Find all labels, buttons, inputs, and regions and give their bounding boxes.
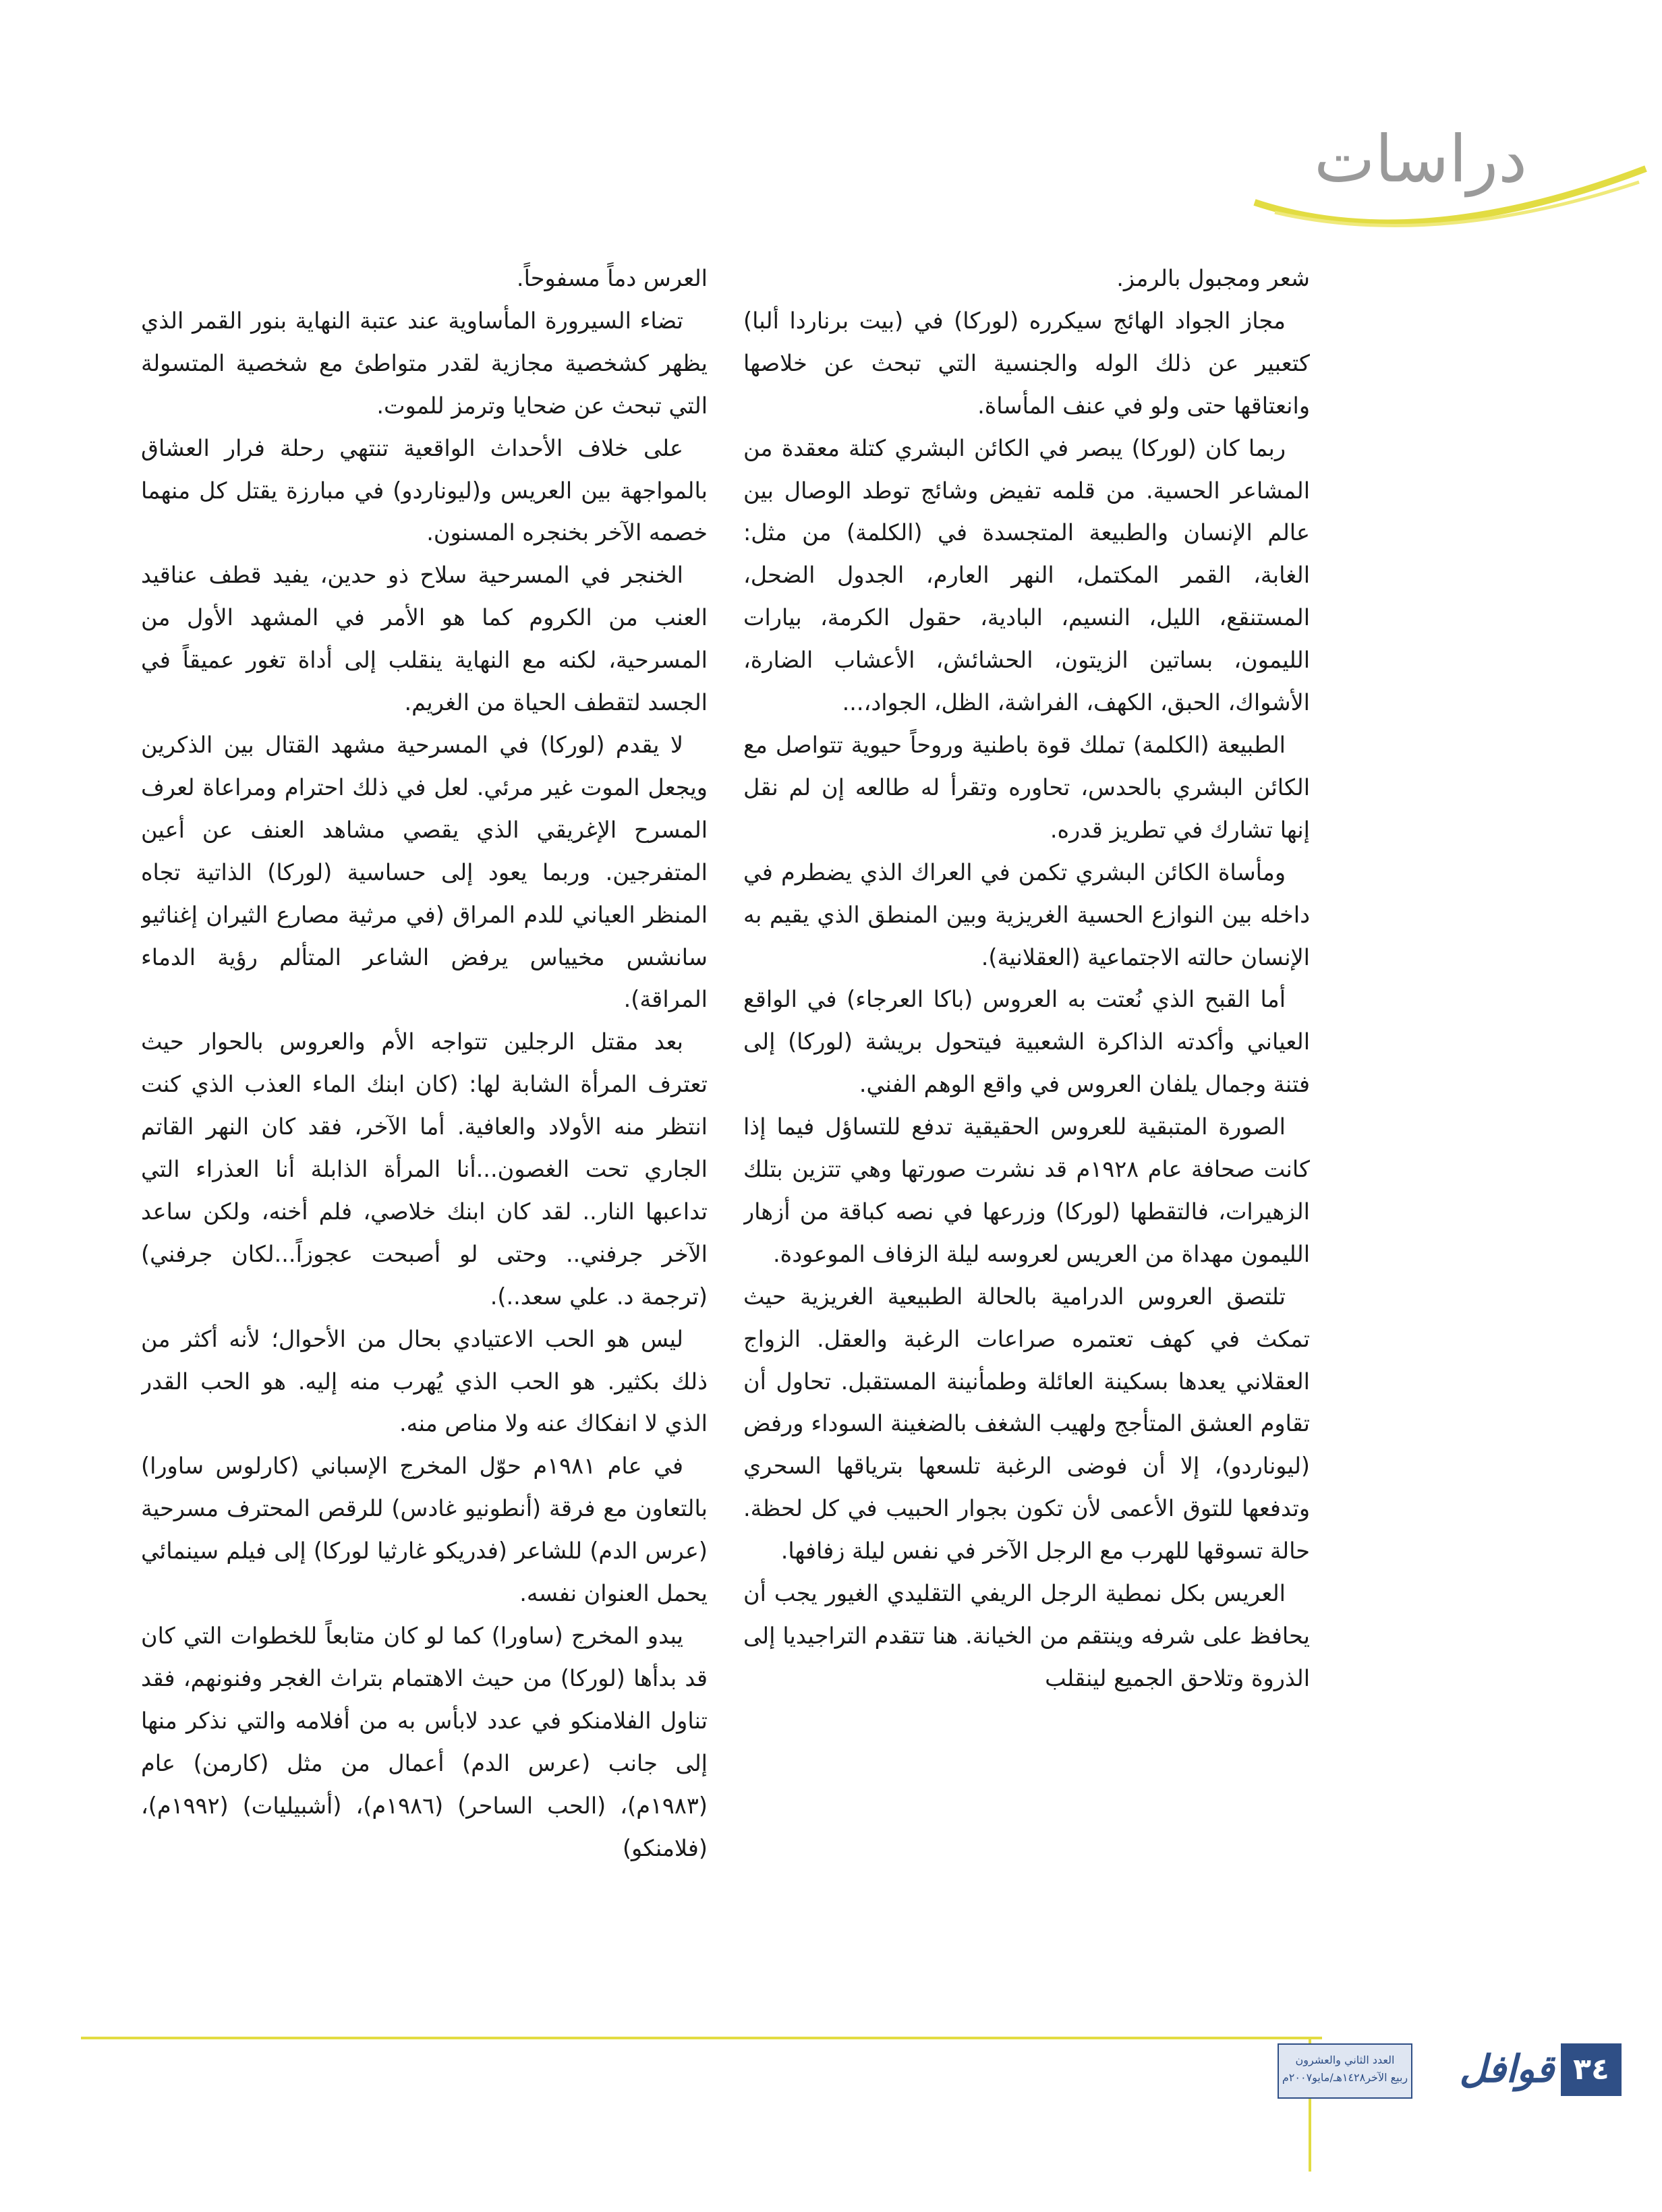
paragraph: يبدو المخرج (ساورا) كما لو كان متابعاً للخطوات التي كان قد بدأها (لوركا) من حيث الاهتمام بتراث الغجر وفنونهم، فقد تناول الفلامنكو في عدد لابأس به من أفلامه والتي نذكر منها إلى جانب (عرس الدم) أعمال من مثل (كارمن) عام (١٩٨٣م)، (الحب الساحر) (١٩٨٦م)، (أشبيليات) (١٩٩٢م)، (فلامنكو) [141,1623,708,1861]
paragraph: الطبيعة (الكلمة) تملك قوة باطنية وروحاً حيوية تتواصل مع الكائن البشري بالحدس، تحاوره وتقرأ له طالعه إن لم نقل إنها تشارك في تطريز قدره. [743,731,1310,843]
article-column-right [743,258,1310,2025]
section-title: دراسات [1314,121,1527,197]
paragraph: الصورة المتبقية للعروس الحقيقية تدفع للتساؤل فيما إذا كانت صحافة عام ١٩٢٨م قد نشرت صورتها وهي تتزين بتلك الزهيرات، فالتقطها (لوركا) وزرعها في نصه كباقة من أزهار الليمون مهداة من العريس لعروسه ليلة الزفاف الموعودة. [743,1113,1310,1267]
paragraph: العريس بكل نمطية الرجل الريفي التقليدي الغيور يجب أن يحافظ على شرفه وينتقم من الخيانة. هنا تتقدم التراجيديا إلى الذروة وتلاحق الجميع لينقلب [743,1580,1310,1691]
paragraph: على خلاف الأحداث الواقعية تنتهي رحلة فرار العشاق بالمواجهة بين العريس و(ليوناردو) في مبارزة يقتل كل منهما خصمه الآخر بخنجره المسنون. [141,434,708,546]
page-number: ٣٤ [1561,2043,1622,2096]
magazine-logo: قوافل [1459,2047,1554,2091]
paragraph: تضاء السيرورة المأساوية عند عتبة النهاية بنور القمر الذي يظهر كشخصية مجازية لقدر متواطئ مع شخصية المتسولة التي تبحث عن ضحايا وترمز للموت. [141,307,708,419]
article-column-left [141,258,708,2025]
paragraph: مجاز الجواد الهائج سيكرره (لوركا) في (بيت برناردا ألبا) كتعبير عن ذلك الوله والجنسية التي تبحث عن خلاصها وانعتاقها حتى ولو في عنف المأساة. [743,307,1310,419]
issue-number: العدد الثاني والعشرون [1295,2054,1395,2066]
footer-rule [81,2037,1322,2039]
header-swoosh [1248,155,1653,256]
paragraph: ربما كان (لوركا) يبصر في الكائن البشري كتلة معقدة من المشاعر الحسية. من قلمه تفيض وشائج توطد الوصال بين عالم الإنسان والطبيعة المتجسدة في (الكلمة) من مثل: الغابة، القمر المكتمل، النهر العارم، الجدول الضحل، المستنقع، الليل، النسيم، البادية، حقول الكرمة، بيارات الليمون، بساتين الزيتون، الحشائش، الأعشاب الضارة، الأشواك، الحبق، الكهف، الفراشة، الظل، الجواد،... [743,434,1310,716]
paragraph: أما القبح الذي نُعتت به العروس (باكا العرجاء) في الواقع العياني وأكدته الذاكرة الشعبية فيتحول بريشة (لوركا) إلى فتنة وجمال يلفان العروس في واقع الوهم الفني. [743,986,1310,1098]
issue-date: ربيع الآخر١٤٢٨هـ/مايو٢٠٠٧م [1282,2071,1408,2084]
issue-info [1278,2043,1412,2099]
paragraph: العرس دماً مسفوحاً. [516,265,708,291]
paragraph: الخنجر في المسرحية سلاح ذو حدين، يفيد قطف عناقيد العنب من الكروم كما هو الأمر في المشهد الأول من المسرحية، لكنه مع النهاية ينقلب إلى أداة تغور عميقاً في الجسد لتقطف الحياة من الغريم. [141,562,708,716]
paragraph: ومأساة الكائن البشري تكمن في العراك الذي يضطرم في داخله بين النوازع الحسية الغريزية وبين المنطق الذي يقيم به الإنسان حالته الاجتماعية (العقلانية). [743,858,1310,970]
paragraph: شعر ومجبول بالرمز. [1116,265,1310,291]
paragraph: بعد مقتل الرجلين تتواجه الأم والعروس بالحوار حيث تعترف المرأة الشابة لها: (كان ابنك الماء العذب الذي كنت انتظر منه الأولاد والعافية. أما الآخر، فقد كان النهر القاتم الجاري تحت الغصون...أنا المرأة الذابلة أنا العذراء التي تداعبها النار.. لقد كان ابنك خلاصي، فلم أخنه، ولكن ساعد الآخر جرفني.. وحتى لو أصبحت عجوزاً...لكان جرفني) (ترجمة د. علي سعد..). [141,1028,708,1310]
paragraph: ليس هو الحب الاعتيادي بحال من الأحوال؛ لأنه أكثر من ذلك بكثير. هو الحب الذي يُهرب منه إليه. هو الحب القدر الذي لا انفكاك عنه ولا مناص منه. [141,1325,708,1437]
paragraph: لا يقدم (لوركا) في المسرحية مشهد القتال بين الذكرين ويجعل الموت غير مرئي. لعل في ذلك احترام ومراعاة لعرف المسرح الإغريقي الذي يقصي مشاهد العنف عن أعين المتفرجين. وربما يعود إلى حساسية (لوركا) الذاتية تجاه المنظر العياني للدم المراق (في مرثية مصارع الثيران إغناثيو سانشس مخيياس يرفض الشاعر المتألم رؤية الدماء المراقة). [141,731,708,1013]
paragraph: في عام ١٩٨١م حوّل المخرج الإسباني (كارلوس ساورا) بالتعاون مع فرقة (أنطونيو غادس) للرقص المحترف مسرحية (عرس الدم) للشاعر (فدريكو غارثيا لوركا) إلى فيلم سينمائي يحمل العنوان نفسه. [141,1453,708,1607]
paragraph: تلتصق العروس الدرامية بالحالة الطبيعية الغريزية حيث تمكث في كهف تعتمره صراعات الرغبة والعقل. الزواج العقلاني يعدها بسكينة العائلة وطمأنينة المستقبل. تحاول أن تقاوم العشق المتأجج ولهيب الشغف بالضغينة السوداء ورفض (ليوناردو)، إلا أن فوضى الرغبة تلسعها بترياقها السحري وتدفعها للتوق الأعمى لأن تكون بجوار الحبيب في كل لحظة. حالة تسوقها للهرب مع الرجل الآخر في نفس ليلة زفافها. [743,1283,1310,1565]
